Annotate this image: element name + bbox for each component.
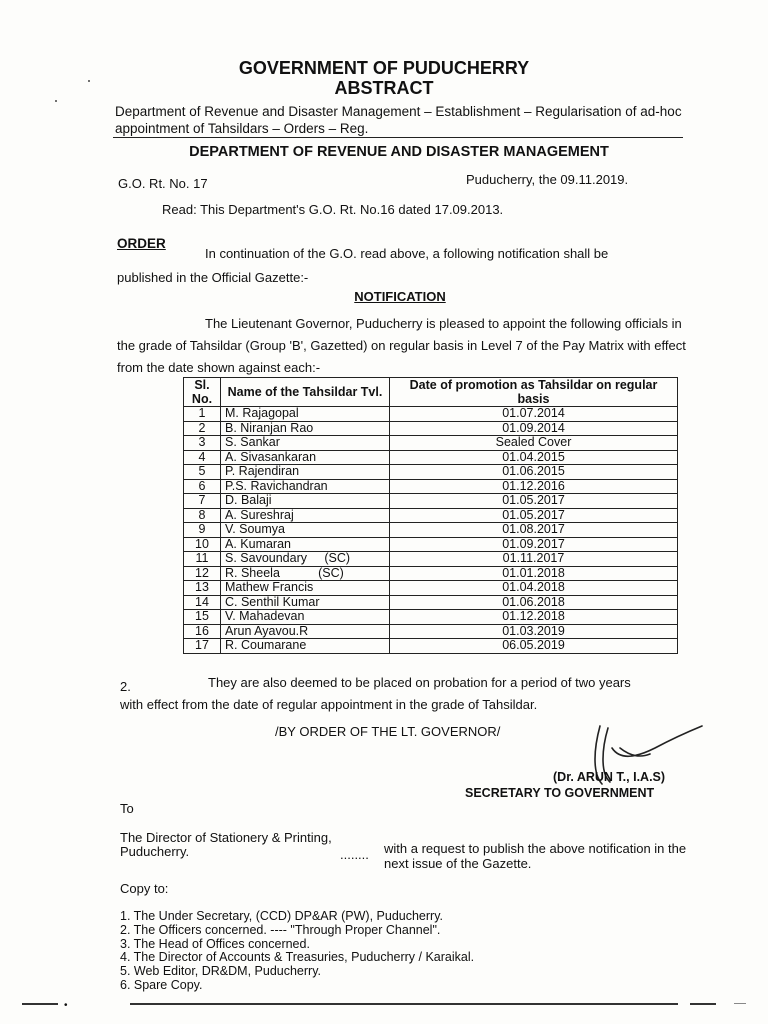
- table-row: [184, 537, 678, 552]
- table-row: [184, 407, 678, 422]
- order-text-line1: In continuation of the G.O. read above, a following notification shall be: [205, 246, 609, 261]
- table-row: [184, 624, 678, 639]
- cell-sl-no: 12: [184, 566, 221, 581]
- cell-date: 01.08.2017: [390, 523, 678, 538]
- cell-sl-no: 4: [184, 450, 221, 465]
- scan-speck: [88, 80, 90, 82]
- cell-name: S. Savoundary (SC): [221, 552, 390, 567]
- request-dots: ........: [340, 847, 369, 862]
- cell-name: D. Balaji: [221, 494, 390, 509]
- list-item: 1. The Under Secretary, (CCD) DP&AR (PW), Puducherry.: [120, 909, 444, 923]
- cell-name: C. Senthil Kumar: [221, 595, 390, 610]
- by-order-line: /BY ORDER OF THE LT. GOVERNOR/: [275, 724, 501, 739]
- cell-sl-no: 3: [184, 436, 221, 451]
- cell-name: P.S. Ravichandran: [221, 479, 390, 494]
- cell-sl-no: 14: [184, 595, 221, 610]
- header-date: Date of promotion as Tahsildar on regular basis: [390, 378, 678, 407]
- subject-underline: [113, 137, 683, 138]
- table-row: [184, 523, 678, 538]
- table-row: [184, 421, 678, 436]
- footer-divider: [22, 1003, 58, 1005]
- cell-sl-no: 15: [184, 610, 221, 625]
- cell-date: 01.01.2018: [390, 566, 678, 581]
- cell-date: 01.04.2015: [390, 450, 678, 465]
- list-item: 6. Spare Copy.: [120, 977, 203, 992]
- cell-name: R. Coumarane: [221, 639, 390, 654]
- list-item: 4. The Director of Accounts & Treasuries, Puducherry / Karaikal.: [120, 950, 475, 965]
- scan-speck: [55, 100, 57, 102]
- cell-date: 01.12.2016: [390, 479, 678, 494]
- cell-name: V. Soumya: [221, 523, 390, 538]
- table-row: [184, 639, 678, 654]
- cell-sl-no: 17: [184, 639, 221, 654]
- table-row: [184, 566, 678, 581]
- government-title: GOVERNMENT OF PUDUCHERRY: [238, 58, 530, 78]
- footer-mark: •: [64, 1000, 68, 1011]
- footer-divider: [690, 1003, 716, 1005]
- footer-divider: [130, 1003, 678, 1005]
- cell-date: 01.07.2014: [390, 407, 678, 422]
- cell-date: 01.11.2017: [390, 552, 678, 567]
- go-number: G.O. Rt. No. 17: [118, 176, 208, 191]
- table-row: [184, 610, 678, 625]
- cell-sl-no: 10: [184, 537, 221, 552]
- signatory-name: (Dr. ARUN T., I.A.S): [553, 770, 666, 784]
- table-body: [184, 407, 678, 654]
- notification-heading: NOTIFICATION: [354, 289, 446, 304]
- cell-name: Arun Ayavou.R: [221, 624, 390, 639]
- table-row: [184, 450, 678, 465]
- notification-paragraph: The Lieutenant Governor, Puducherry is pleased to appoint the following officials in the grade of Tahsildar (Group 'B', Gazetted) on regular basis in Level 7 of the Pay Matrix with effect from the date shown against each:-: [117, 316, 686, 375]
- publish-request: with a request to publish the above notification in the next issue of the Gazette.: [384, 841, 687, 871]
- cell-sl-no: 16: [184, 624, 221, 639]
- cell-name: R. Sheela (SC): [221, 566, 390, 581]
- table-row: [184, 494, 678, 509]
- table-row: [184, 552, 678, 567]
- cell-date: 01.05.2017: [390, 494, 678, 509]
- copy-to-heading: Copy to:: [120, 881, 169, 896]
- cell-sl-no: 7: [184, 494, 221, 509]
- to-label: To: [120, 801, 134, 816]
- header-sl-no: Sl. No.: [184, 378, 221, 407]
- cell-date: 01.12.2018: [390, 610, 678, 625]
- cell-name: P. Rajendiran: [221, 465, 390, 480]
- probation-line2: with effect from the date of regular appointment in the grade of Tahsildar.: [120, 697, 538, 712]
- cell-sl-no: 5: [184, 465, 221, 480]
- cell-sl-no: 2: [184, 421, 221, 436]
- cell-name: M. Rajagopal: [221, 407, 390, 422]
- table-row: [184, 479, 678, 494]
- cell-name: S. Sankar: [221, 436, 390, 451]
- table-row: [184, 436, 678, 451]
- tahsildar-table: [183, 377, 678, 654]
- cell-date: Sealed Cover: [390, 436, 678, 451]
- cell-date: 01.06.2015: [390, 465, 678, 480]
- probation-line1: They are also deemed to be placed on probation for a period of two years: [208, 675, 631, 690]
- probation-number: 2.: [120, 679, 131, 694]
- list-item: 2. The Officers concerned. ---- "Through Proper Channel".: [120, 922, 441, 937]
- place-date: Puducherry, the 09.11.2019.: [466, 172, 629, 187]
- list-item: 5. Web Editor, DR&DM, Puducherry.: [120, 964, 322, 979]
- cell-sl-no: 8: [184, 508, 221, 523]
- cell-date: 06.05.2019: [390, 639, 678, 654]
- table-row: [184, 508, 678, 523]
- cell-date: 01.04.2018: [390, 581, 678, 596]
- table-row: [184, 581, 678, 596]
- cell-name: A. Kumaran: [221, 537, 390, 552]
- table-row: [184, 595, 678, 610]
- cell-name: A. Sureshraj: [221, 508, 390, 523]
- cell-sl-no: 6: [184, 479, 221, 494]
- table-row: [184, 465, 678, 480]
- cell-date: 01.09.2014: [390, 421, 678, 436]
- addressee-line2: Puducherry.: [120, 844, 190, 859]
- subject-line: Department of Revenue and Disaster Management – Establishment – Regularisation of ad-hoc appointment of Tahsildars – Orders – Reg.: [115, 104, 682, 136]
- cell-name: Mathew Francis: [221, 581, 390, 596]
- order-text-line2: published in the Official Gazette:-: [117, 270, 309, 285]
- table-header-row: [184, 378, 678, 407]
- cell-sl-no: 1: [184, 407, 221, 422]
- read-reference: Read: This Department's G.O. Rt. No.16 dated 17.09.2013.: [162, 202, 504, 217]
- cell-sl-no: 11: [184, 552, 221, 567]
- cell-date: 01.05.2017: [390, 508, 678, 523]
- order-heading: ORDER: [117, 236, 166, 251]
- cell-name: A. Sivasankaran: [221, 450, 390, 465]
- cell-date: 01.06.2018: [390, 595, 678, 610]
- cell-date: 01.09.2017: [390, 537, 678, 552]
- list-item: 3. The Head of Offices concerned.: [120, 936, 310, 951]
- abstract-title: ABSTRACT: [334, 78, 434, 98]
- copy-list: [120, 910, 474, 993]
- signatory-designation: SECRETARY TO GOVERNMENT: [465, 786, 655, 800]
- cell-name: B. Niranjan Rao: [221, 421, 390, 436]
- cell-name: V. Mahadevan: [221, 610, 390, 625]
- addressee-line1: The Director of Stationery & Printing,: [120, 830, 332, 845]
- cell-date: 01.03.2019: [390, 624, 678, 639]
- header-name: Name of the Tahsildar Tvl.: [221, 378, 390, 407]
- cell-sl-no: 13: [184, 581, 221, 596]
- department-heading: DEPARTMENT OF REVENUE AND DISASTER MANAGEMENT: [189, 144, 609, 160]
- footer-divider: [734, 1003, 746, 1004]
- cell-sl-no: 9: [184, 523, 221, 538]
